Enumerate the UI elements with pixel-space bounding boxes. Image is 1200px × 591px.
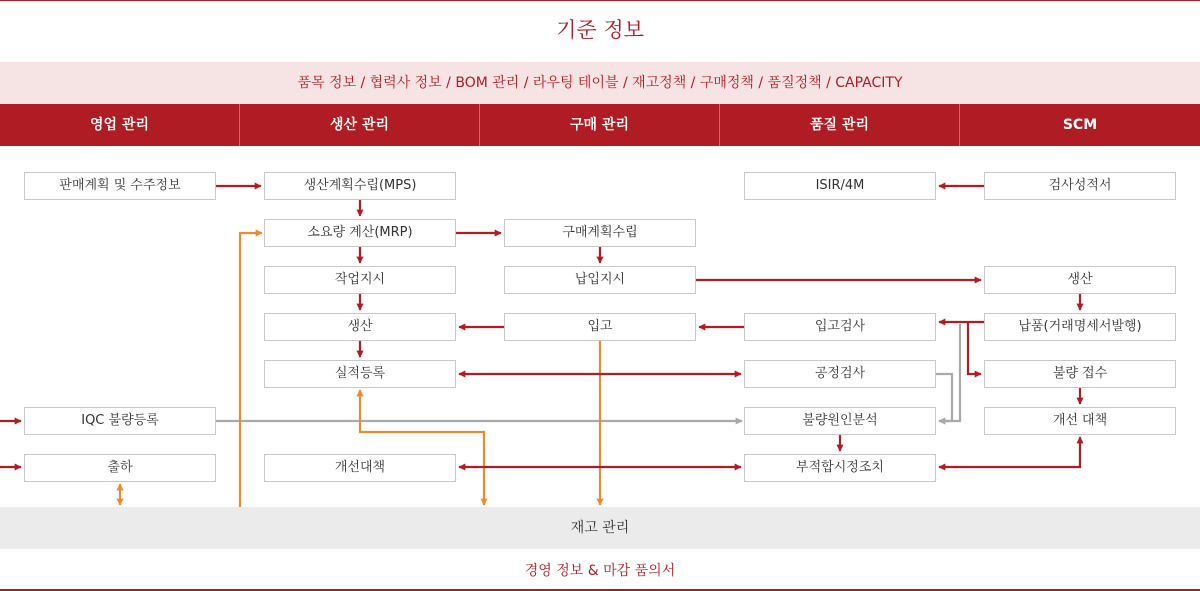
box-scm-delivery: 납품(거래명세서발행) [984,313,1176,341]
master-data-list: 품목 정보 / 협력사 정보 / BOM 관리 / 라우팅 테이블 / 재고정책 / 구매정책 / 품질정책 / CAPACITY [297,75,903,91]
box-work-order: 작업지시 [264,266,456,294]
box-scm-improvement: 개선 대책 [984,407,1176,435]
arrow-delivery-to-defect-receipt [968,322,981,374]
box-defect-receipt: 불량 접수 [984,360,1176,388]
box-improvement: 개선대책 [264,454,456,482]
arrow-delivery-to-defect-analysis [939,324,960,421]
box-delivery-order: 납입지시 [504,266,696,294]
arrow-process-inspection-to-defect-analysis [936,374,952,421]
box-production: 생산 [264,313,456,341]
box-mps: 생산계획수립(MPS) [264,172,456,200]
box-inspection-report: 검사성적서 [984,172,1176,200]
box-isir: ISIR/4M [744,172,936,200]
dept-scm: SCM [1062,117,1098,133]
dept-sales: 영업 관리 [90,117,149,133]
box-purchase-plan: 구매계획수립 [504,219,696,247]
inventory-label: 재고 관리 [570,520,630,536]
box-scm-production: 생산 [984,266,1176,294]
box-receiving-inspection: 입고검사 [744,313,936,341]
box-process-inspection: 공정검사 [744,360,936,388]
dept-production: 생산 관리 [330,117,389,133]
management-info-label: 경영 정보 & 마감 품의서 [524,563,676,579]
box-iqc-defect: IQC 불량등록 [24,407,216,435]
dept-quality: 품질 관리 [810,117,869,133]
dept-purchasing: 구매 관리 [570,117,629,133]
box-shipping: 출하 [24,454,216,482]
box-performance: 실적등록 [264,360,456,388]
arrow-performance-inventory [360,390,484,505]
box-nonconformity-action: 부적합시정조치 [744,454,936,482]
box-receiving: 입고 [504,313,696,341]
box-defect-analysis: 불량원인분석 [744,407,936,435]
box-sales-plan: 판매계획 및 수주정보 [24,172,216,200]
arrow-action-scm-improvement [939,437,1080,467]
diagram-title: 기준 정보 [556,18,644,42]
box-mrp: 소요량 계산(MRP) [264,219,456,247]
arrow-inventory-to-mrp [240,233,262,507]
